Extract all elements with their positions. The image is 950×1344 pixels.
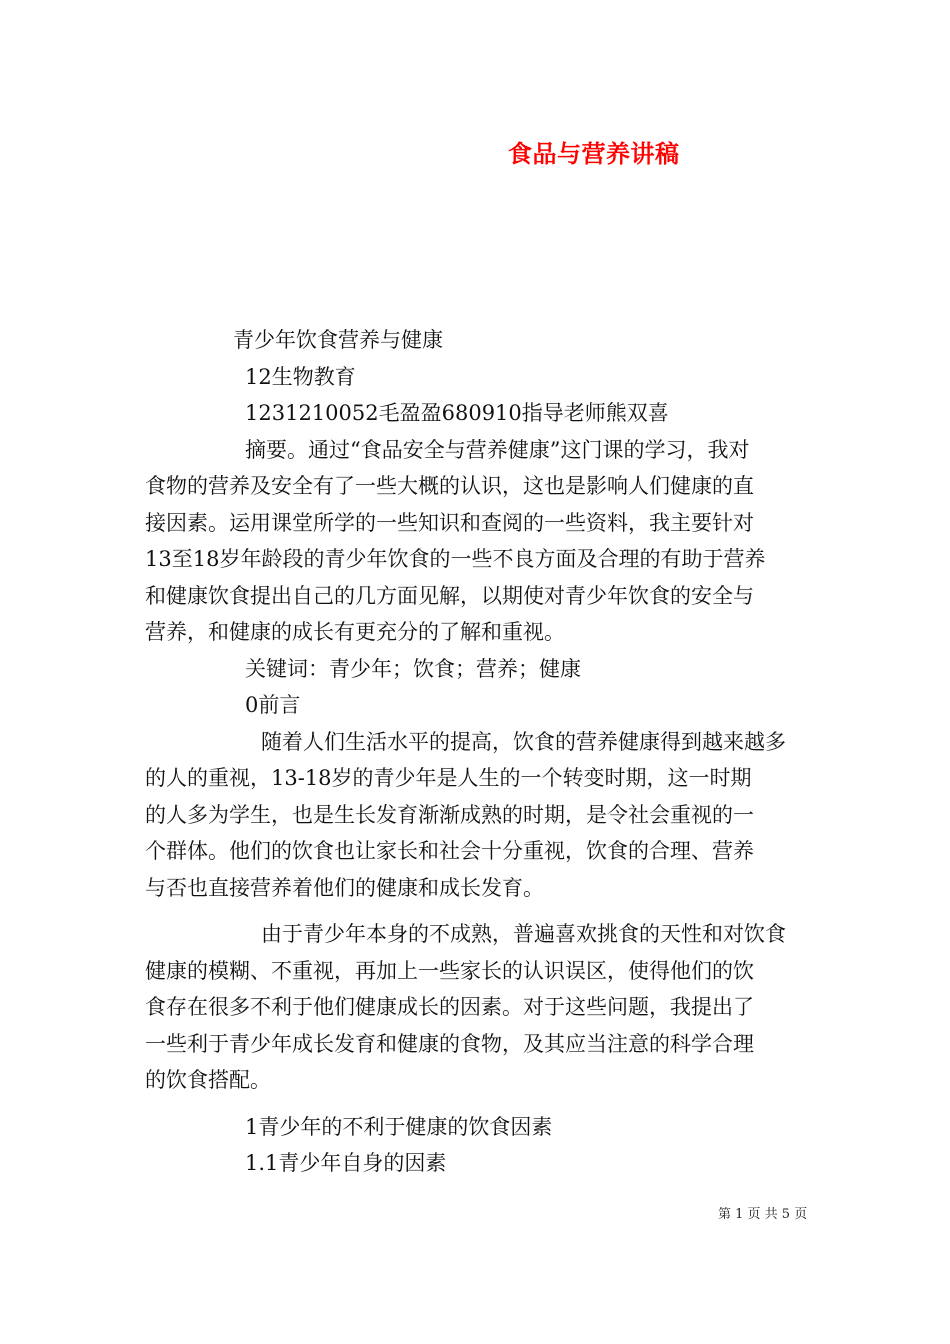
paragraph-line: 个群体。他们的饮食也让家长和社会十分重视，饮食的合理、营养 bbox=[145, 839, 754, 863]
abstract-line: 和健康饮食提出自己的几方面见解，以期使对青少年饮食的安全与 bbox=[145, 583, 754, 608]
subsection-heading: 1.1青少年自身的因素 bbox=[245, 1151, 447, 1175]
abstract-line: 摘要。通过“食品安全与营养健康”这门课的学习，我对 bbox=[245, 437, 750, 462]
paragraph-line: 食存在很多不利于他们健康成长的因素。对于这些问题，我提出了 bbox=[145, 995, 754, 1019]
paragraph-line: 的饮食搭配。 bbox=[145, 1068, 271, 1092]
section-heading: 0前言 bbox=[245, 693, 301, 717]
paragraph-gap bbox=[145, 906, 809, 916]
paragraph-gap bbox=[145, 1099, 809, 1109]
paragraph-line: 一些利于青少年成长发育和健康的食物，及其应当注意的科学合理 bbox=[145, 1031, 754, 1056]
document-body bbox=[145, 322, 809, 1182]
author-class: 12生物教育 bbox=[245, 364, 356, 389]
paragraph-line: 健康的模糊、不重视，再加上一些家长的认识误区，使得他们的饮 bbox=[145, 958, 754, 983]
abstract-line: 13至18岁年龄段的青少年饮食的一些不良方面及合理的有助于营养 bbox=[145, 547, 766, 571]
abstract-line: 食物的营养及安全有了一些大概的认识，这也是影响人们健康的直 bbox=[145, 474, 754, 498]
paragraph-line: 的人的重视，13-18岁的青少年是人生的一个转变时期，这一时期 bbox=[145, 766, 752, 790]
author-info: 1231210052毛盈盈680910指导老师熊双喜 bbox=[245, 401, 669, 425]
article-title: 青少年饮食营养与健康 bbox=[233, 328, 443, 352]
section-heading: 1青少年的不利于健康的饮食因素 bbox=[245, 1114, 553, 1139]
abstract-line: 营养，和健康的成长有更充分的了解和重视。 bbox=[145, 620, 565, 644]
paragraph-line: 由于青少年本身的不成熟，普遍喜欢挑食的天性和对饮食 bbox=[261, 922, 786, 946]
document-title: 食品与营养讲稿 bbox=[508, 139, 680, 168]
page-footer: 第 1 页 共 5 页 bbox=[718, 1207, 808, 1222]
paragraph-line: 的人多为学生，也是生长发育渐渐成熟的时期，是令社会重视的一 bbox=[145, 802, 754, 827]
paragraph-line: 与否也直接营养着他们的健康和成长发育。 bbox=[145, 875, 544, 900]
keywords: 关键词：青少年；饮食；营养；健康 bbox=[245, 656, 581, 681]
abstract-line: 接因素。运用课堂所学的一些知识和查阅的一些资料，我主要针对 bbox=[145, 510, 754, 535]
paragraph-line: 随着人们生活水平的提高，饮食的营养健康得到越来越多 bbox=[261, 729, 786, 754]
